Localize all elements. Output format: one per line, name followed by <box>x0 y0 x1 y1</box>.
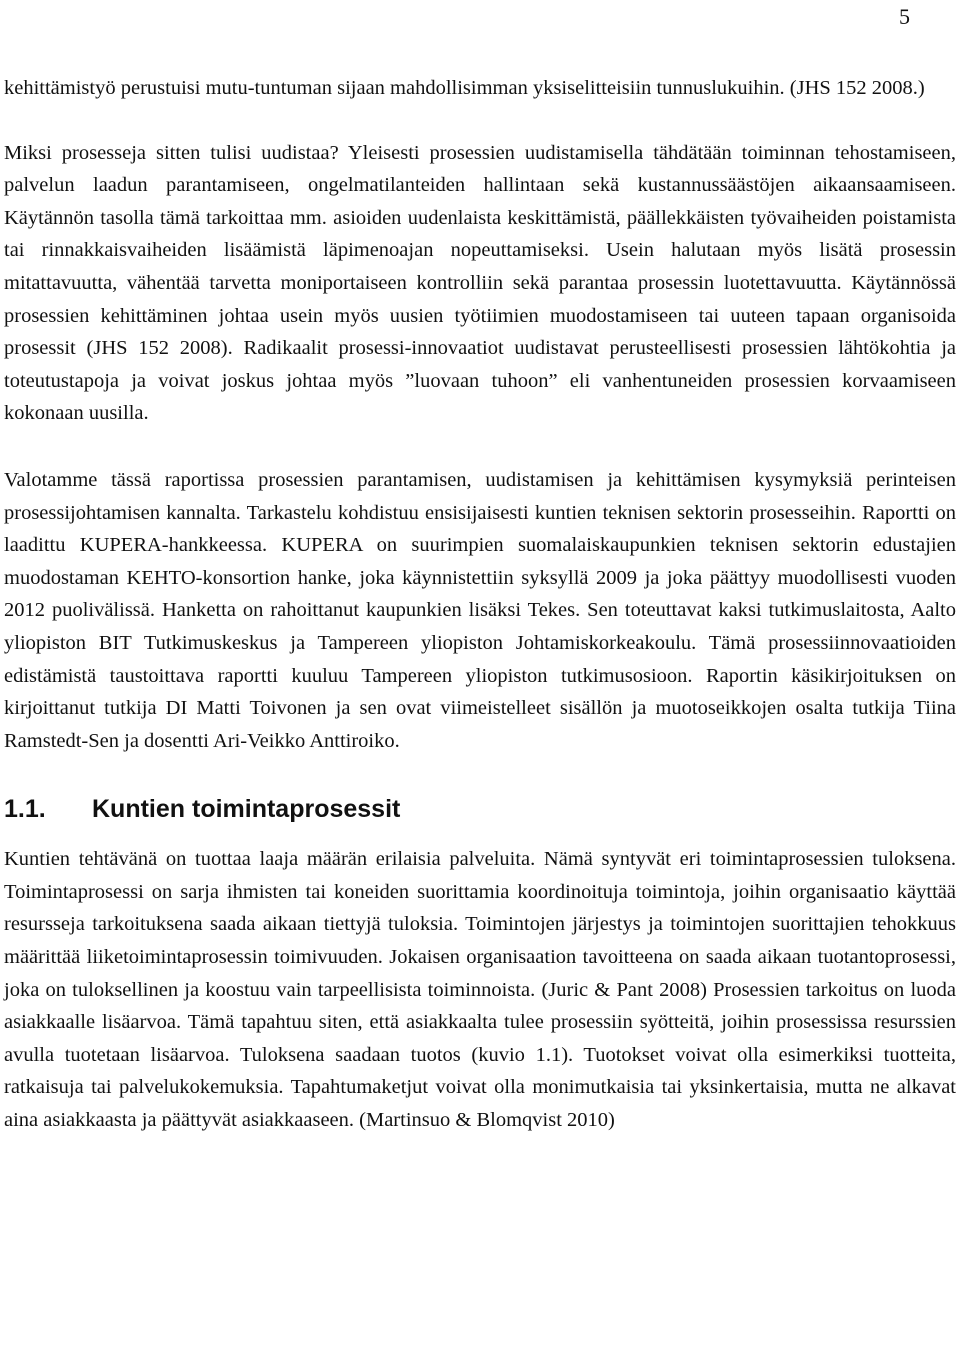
paragraph-2: Miksi prosesseja sitten tulisi uudistaa? Yleisesti prosessien uudistamisella tähdätään toiminnan tehostamiseen, palvelun laadun parantamiseen, ongelmatilanteiden hallintaan sekä kustannussäästöjen aikaansaamiseen. Käytännön tasolla tämä tarkoittaa mm. asioiden uudenlaista keskittämistä, päällekkäisten työvaiheiden poistamista tai rinnakkaisvaiheiden lisäämistä läpimenoajan nopeuttamiseksi. Usein halutaan myös lisätä prosessin mitattavuutta, vähentää tarvetta moniportaiseen kontrolliin sekä parantaa prosessin luotettavuutta. Käytännössä prosessien kehittäminen johtaa usein myös uusien työtiimien muodostamiseen tai uuteen tapaan organisoida prosessit (JHS 152 2008). Radikaalit prosessi-innovaatiot uudistavat perusteellisesti prosessien lähtökohtia ja toteutustapoja ja voivat joskus johtaa myös ”luovaan tuhoon” eli vanhentuneiden prosessien korvaamiseen kokonaan uusilla. <box>4 141 956 425</box>
paragraph-1: kehittämistyö perustuisi mutu-tuntuman sijaan mahdollisimman yksiselitteisiin tunnuslukuihin. (JHS 152 2008.) <box>4 77 925 99</box>
section-heading <box>4 793 956 825</box>
page-number: 5 <box>899 4 910 29</box>
section-number: 1.1. <box>4 795 46 824</box>
document-body <box>4 72 956 1137</box>
section-title: Kuntien toimintaprosessit <box>92 795 401 824</box>
paragraph-3: Valotamme tässä raportissa prosessien parantamisen, uudistamisen ja kehittämisen kysymyksiä perinteisen prosessijohtamisen kannalta. Tarkastelu kohdistuu ensisijaisesti kuntien teknisen sektorin prosesseihin. Raportti on laadittu KUPERA-hankkeessa. KUPERA on suurimpien suomalaiskaupunkien teknisen sektorin edustajien muodostaman KEHTO-konsortion hanke, joka käynnistettiin syksyllä 2009 ja joka päättyy muodollisesti vuoden 2012 puolivälissä. Hanketta on rahoittanut kaupunkien lisäksi Tekes. Sen toteuttavat kaksi tutkimuslaitosta, Aalto yliopiston BIT Tutkimuskeskus ja Tampereen yliopiston Johtamiskorkeakoulu. Tämä prosessiinnovaatioiden edistämistä taustoittava raportti kuuluu Tampereen yliopiston tutkimusosioon. Raportin käsikirjoituksen on kirjoittanut tutkija DI Matti Toivonen ja sen ovat viimeistelleet sisällön ja muotoseikkojen osalta tutkija Tiina Ramstedt-Sen ja dosentti Ari-Veikko Anttiroiko. <box>4 468 956 752</box>
paragraph-4: Kuntien tehtävänä on tuottaa laaja määrän erilaisia palveluita. Nämä syntyvät eri toimintaprosessien tuloksena. Toimintaprosessi on sarja ihmisten tai koneiden suorittamia koordinoituja toimintoja, joihin organisaatio käyttää resursseja tarkoituksena saada aikaan tiettyjä tuloksia. Toimintojen järjestys ja toimintojen suorittajien tehokkuus määrittää liiketoimintaprosessin toimivuuden. Jokaisen organisaation tavoitteena on saada aikaan tuotantoprosessi, joka on tuloksellinen ja koostuu vain tarpeellisista toiminnoista. (Juric & Pant 2008) Prosessien tarkoitus on luoda asiakkaalle lisäarvoa. Tämä tapahtuu siten, että asiakkaalta tulee prosessiin syötteitä, joihin prosessissa resurssien avulla tuotetaan lisäarvoa. Tuloksena saadaan tuotos (kuvio 1.1). Tuotokset voivat olla esimerkiksi tuotteita, ratkaisuja tai palvelukokemuksia. Tapahtumaketjut voivat olla monimutkaisia tai yksinkertaisia, mutta ne alkavat aina asiakkaasta ja päättyvät asiakkaaseen. (Martinsuo & Blomqvist 2010) <box>4 848 956 1132</box>
